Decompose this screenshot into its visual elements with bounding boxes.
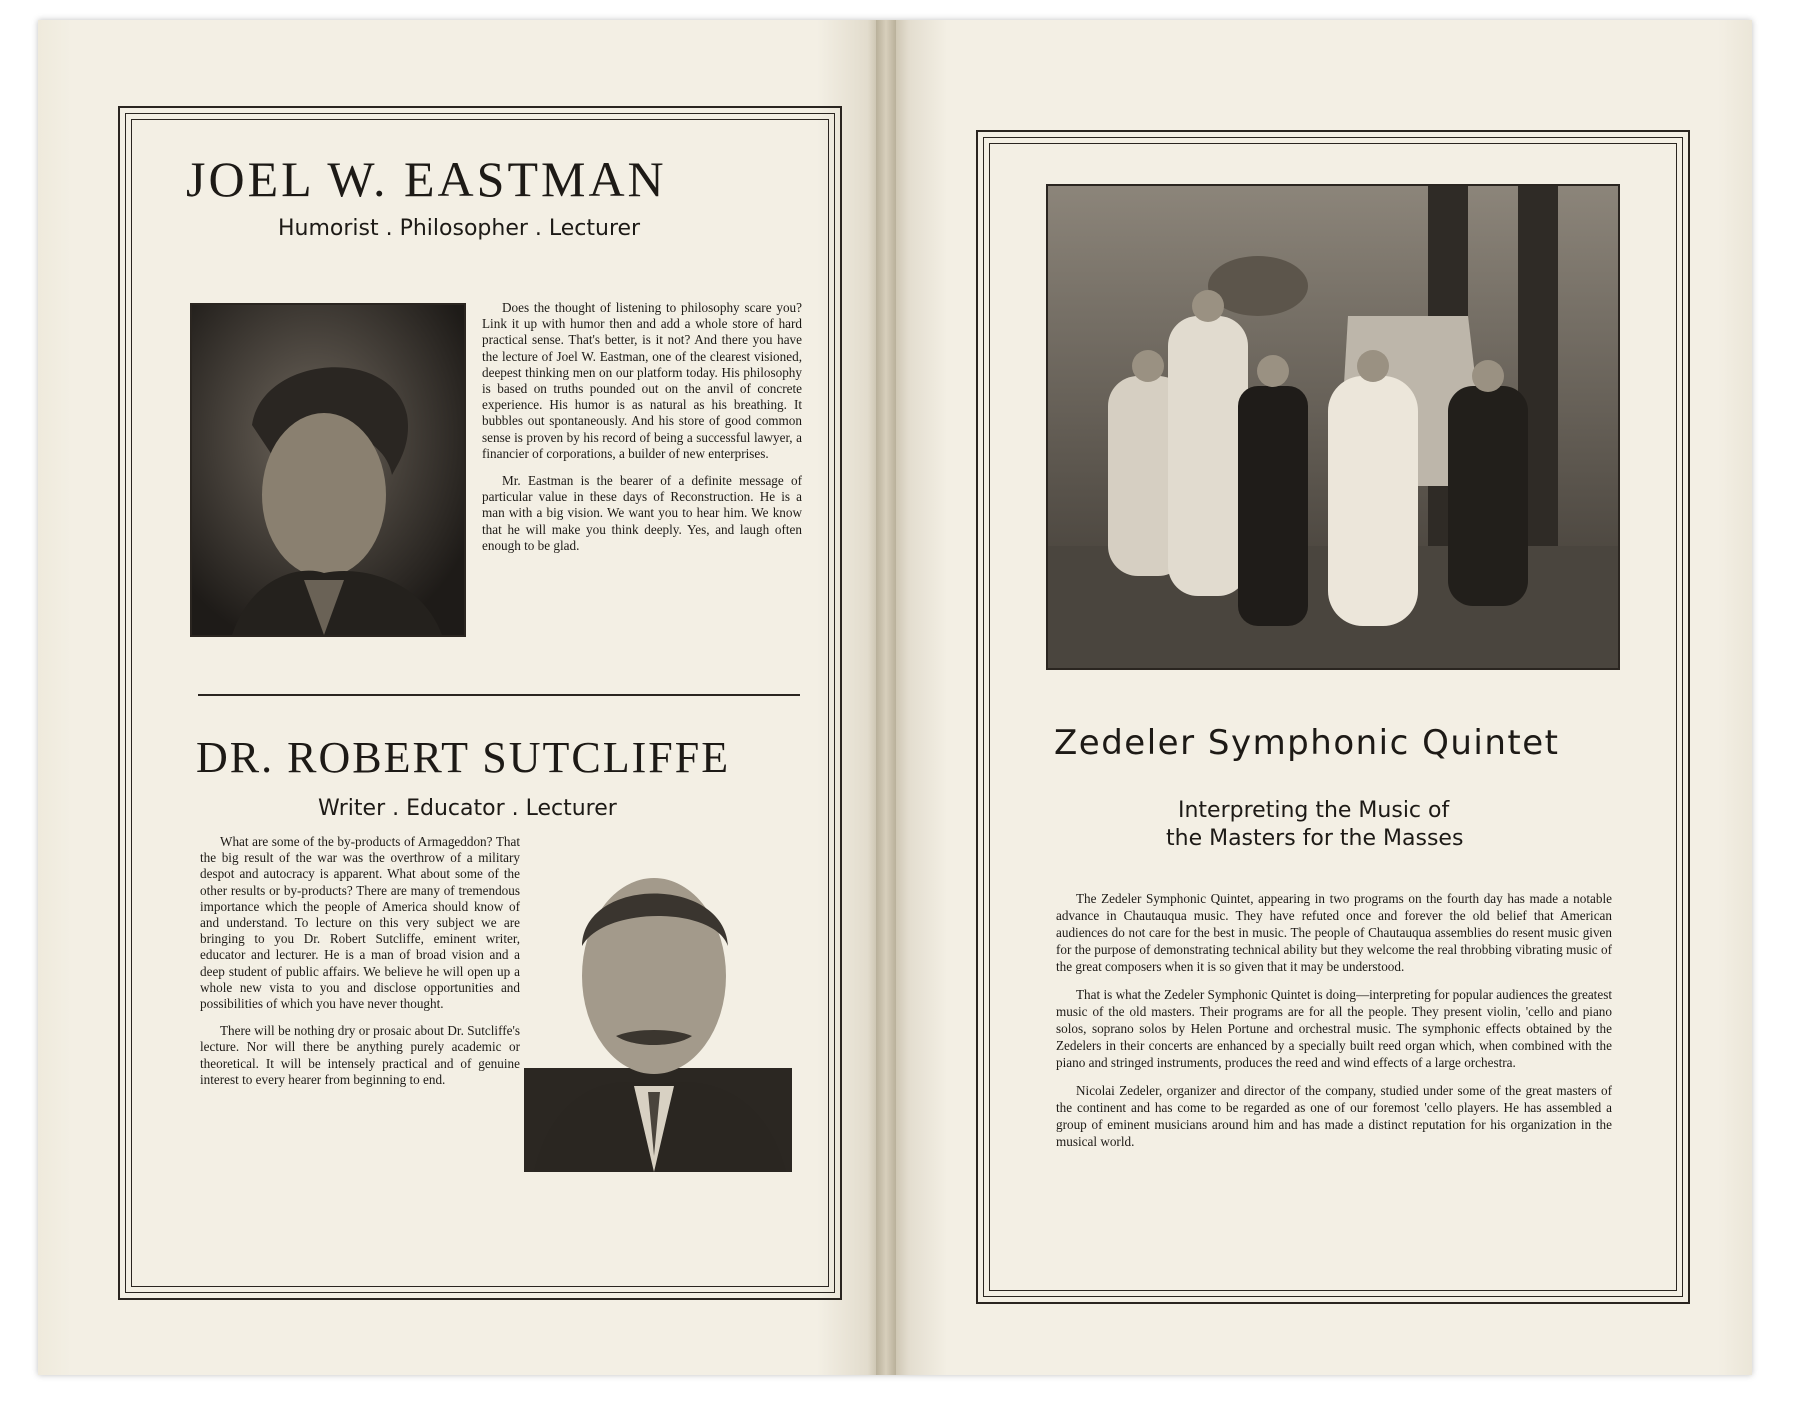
sutcliffe-bio-paragraph-1: What are some of the by-products of Armageddon? That the big result of the war was the overthrow of a military despot and autocracy is apparent. What about some of the other results or by-products? There are many of tremendous importance which the people of America should know of and understand. To lecture on this very subject we are bringing to you Dr. Robert Sutcliffe, eminent writer, educator and lecturer. He is a man of broad vision and a deep student of public affairs. We believe he will open up a whole new vista to you and disclose opportunities and possibilities of which you have never thought. <box>200 834 520 1012</box>
booklet-spread <box>38 20 1752 1375</box>
eastman-name: JOEL W. EASTMAN <box>186 151 667 207</box>
eastman-roles: Humorist . Philosopher . Lecturer <box>278 216 641 241</box>
sutcliffe-name: DR. ROBERT SUTCLIFFE <box>196 733 731 782</box>
eastman-portrait <box>190 303 466 637</box>
left-page <box>38 20 876 1375</box>
section-divider <box>198 694 800 696</box>
sutcliffe-portrait <box>524 836 792 1172</box>
quintet-subtitle-line-2: the Masters for the Masses <box>1166 826 1464 851</box>
quintet-title: Zedeler Symphonic Quintet <box>1054 723 1560 763</box>
quintet-paragraph-3: Nicolai Zedeler, organizer and director of the company, studied under some of the great masters of the continent and has come to be regarded as one of our foremost 'cello players. He has assembled a group of eminent musicians around him and has made a distinct reputation for his organization in the musical world. <box>1056 1083 1612 1149</box>
right-page <box>896 20 1752 1375</box>
sutcliffe-roles: Writer . Educator . Lecturer <box>318 796 617 821</box>
eastman-bio-paragraph-1: Does the thought of listening to philosophy scare you? Link it up with humor then and add a whole store of hard practical sense. That's better, is it not? And there you have the lecture of Joel W. Eastman, one of the clearest visioned, deepest thinking men on our platform today. His philosophy is based on truths pounded out on the anvil of concrete experience. His humor is as natural as his breathing. It bubbles out spontaneously. And his store of good common sense is proven by his record of being a successful lawyer, a financier of corporations, a builder of new enterprises. <box>482 300 802 461</box>
book-gutter <box>876 20 896 1375</box>
sutcliffe-bio-paragraph-2: There will be nothing dry or prosaic about Dr. Sutcliffe's lecture. Nor will there be anything purely academic or theoretical. It will be intensely practical and of genuine interest to every hearer from beginning to end. <box>200 1023 520 1087</box>
quintet-subtitle-line-1: Interpreting the Music of <box>1178 798 1450 823</box>
sutcliffe-bio <box>200 834 520 1099</box>
quintet-description <box>1056 890 1612 1161</box>
quintet-paragraph-1: The Zedeler Symphonic Quintet, appearing in two programs on the fourth day has made a notable advance in Chautauqua music. They have refuted once and forever the old belief that American audiences do not care for the best in music. The people of Chautauqua assemblies do resent music given for the purpose of demonstrating technical ability but they welcome the real throbbing vibrating music of the great composers when it is so given that it may be understood. <box>1056 891 1612 974</box>
eastman-bio <box>482 300 802 565</box>
quintet-paragraph-2: That is what the Zedeler Symphonic Quintet is doing—interpreting for popular audiences the greatest music of the old masters. Their programs are for all the people. They present violin, 'cello and piano solos, soprano solos by Helen Portune and orchestral music. The symphonic effects obtained by the Zedelers in their concerts are enhanced by a specially built reed organ which, when combined with the piano and stringed instruments, produces the reed and wind effects of a large orchestra. <box>1056 987 1612 1070</box>
quintet-group-photo <box>1046 184 1620 670</box>
eastman-bio-paragraph-2: Mr. Eastman is the bearer of a definite message of particular value in these days of Reconstruction. He is a man with a big vision. We want you to hear him. We know that he will make you think deeply. Yes, and laugh often enough to be glad. <box>482 473 802 553</box>
